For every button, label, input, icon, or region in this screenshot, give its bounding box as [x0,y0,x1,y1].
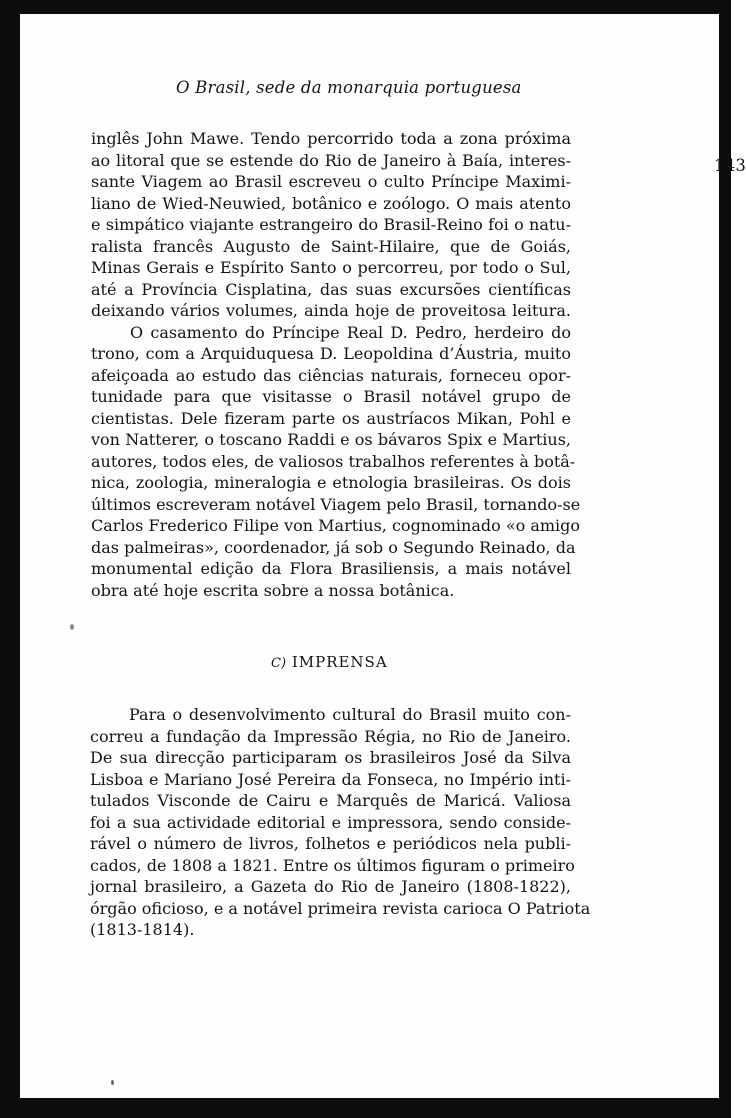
scan-border-top [0,0,731,14]
text-line: autores, todos eles, de valiosos trabalhos referentes à botâ- [91,451,576,471]
text-line: inglês John Mawe. Tendo percorrido toda a zona próxima [91,129,571,148]
text-line: foi a sua actividade editorial e impressora, sendo conside- [90,812,571,832]
text-line: liano de Wied-Neuwied, botânico e zoólogo. O mais atento [91,193,571,213]
paragraph-2 [91,322,581,602]
text-line: Carlos Frederico Filipe von Martius, cognominado «o amigo [91,516,581,535]
text-line: (1813-1814). [90,920,195,939]
text-line: órgão oficioso, e a notável primeira revista carioca O Patriota [90,898,591,918]
paragraph-1 [91,128,571,322]
text-line: rável o número de livros, folhetos e periódicos nela publi- [90,834,571,853]
scan-border-bottom [0,1098,731,1118]
text-line: sante Viagem ao Brasil escreveu o culto Príncipe Maximi- [91,172,571,191]
text-line: cados, de 1808 a 1821. Entre os últimos figuram o primeiro [90,855,575,875]
text-line: Para o desenvolvimento cultural do Brasil muito con- [129,705,571,724]
section-title: IMPRENSA [291,653,388,671]
text-line: ao litoral que se estende do Rio de Janeiro à Baía, interes- [91,150,571,170]
page-number: 143 [714,156,746,175]
paragraph-3 [90,704,591,941]
text-line: De sua direcção participaram os brasileiros José da Silva [90,748,571,767]
scan-border-left [0,0,20,1118]
text-line: tulados Visconde de Cairu e Marquês de Maricá. Valiosa [90,791,571,810]
text-line: von Natterer, o toscano Raddi e os bávaros Spix e Martius, [91,430,571,449]
scan-speck [111,1080,114,1085]
text-line: trono, com a Arquiduquesa D. Leopoldina d’Áustria, muito [91,344,571,363]
text-line: Lisboa e Mariano José Pereira da Fonseca, no Império inti- [90,769,571,789]
text-line: ralista francês Augusto de Saint-Hilaire, que de Goiás, [91,236,571,256]
text-line: até a Província Cisplatina, das suas excursões científicas [91,279,571,299]
section-label: C) [271,656,287,671]
text-line: nica, zoologia, mineralogia e etnologia brasileiras. Os dois [91,473,571,492]
text-line: obra até hoje escrita sobre a nossa botânica. [91,580,455,600]
text-line: afeiçoada ao estudo das ciências naturais, forneceu opor- [91,365,571,385]
text-line: O casamento do Príncipe Real D. Pedro, herdeiro do [130,322,571,342]
section-heading [271,653,388,671]
text-line: das palmeiras», coordenador, já sob o Segundo Reinado, da [91,537,576,557]
text-line: jornal brasileiro, a Gazeta do Rio de Janeiro (1808-1822), [90,877,571,896]
text-line: últimos escreveram notável Viagem pelo Brasil, tornando-se [91,494,581,514]
text-line: cientistas. Dele fizeram parte os austríacos Mikan, Pohl e [91,408,571,428]
body-text-bottom [90,704,591,941]
scan-speck [70,624,74,630]
text-line: tunidade para que visitasse o Brasil notável grupo de [91,387,571,406]
text-line: correu a fundação da Impressão Régia, no Rio de Janeiro. [90,726,571,746]
body-text-top [91,128,581,601]
running-title: O Brasil, sede da monarquia portuguesa [176,78,522,97]
text-line: deixando vários volumes, ainda hoje de proveitosa leitura. [91,301,571,320]
text-line: Minas Gerais e Espírito Santo o percorreu, por todo o Sul, [91,258,571,277]
text-line: monumental edição da Flora Brasiliensis, a mais notável [91,559,571,578]
text-line: e simpático viajante estrangeiro do Brasil-Reino foi o natu- [91,215,571,234]
